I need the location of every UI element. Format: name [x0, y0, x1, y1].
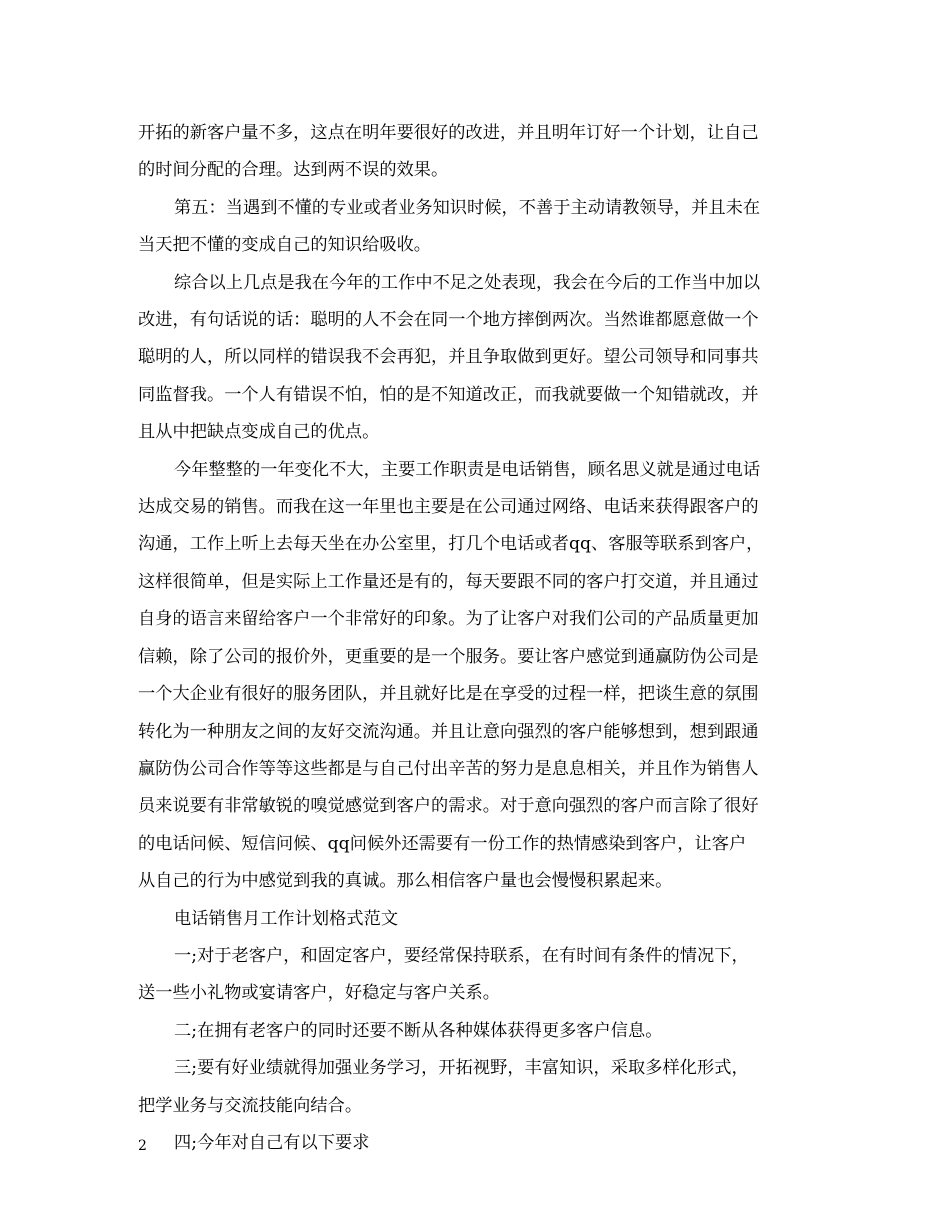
paragraph-year-review — [138, 452, 814, 901]
text-line: 转化为一种朋友之间的友好交流沟通。并且让意向强烈的客户能够想到，想到跟通 — [138, 721, 759, 742]
text-line: 开拓的新客户量不多，这点在明年要很好的改进，并且明年订好一个计划，让自己 — [138, 123, 759, 143]
text-line: 从自己的行为中感觉到我的真诚。那么相信客户量也会慢慢积累起来。 — [138, 871, 673, 892]
text-line: 这样很简单，但是实际上工作量还是有的，每天要跟不同的客户打交道，并且通过 — [138, 571, 759, 592]
text-line: 且从中把缺点变成自己的优点。 — [138, 422, 380, 443]
text-line: 把学业务与交流技能向结合。 — [138, 1095, 363, 1116]
text-line: 综合以上几点是我在今年的工作中不足之处表现，我会在今后的工作当中加以 — [174, 272, 761, 293]
section-heading — [138, 901, 814, 938]
text-line: 四;今年对自己有以下要求 — [174, 1132, 370, 1153]
text-line: 员来说要有非常敏锐的嗅觉感觉到客户的需求。对于意向强烈的客户而言除了很好 — [138, 796, 759, 817]
text-line: 同监督我。一个人有错误不怕，怕的是不知道改正，而我就要做一个知错就改，并 — [138, 384, 759, 405]
text-line: 电话销售月工作计划格式范文 — [174, 908, 399, 929]
paragraph-item-three — [138, 1050, 814, 1125]
text-line: 二;在拥有老客户的同时还要不断从各种媒体获得更多客户信息。 — [174, 1020, 663, 1041]
paragraph-item-four — [138, 1125, 814, 1162]
text-line: 信赖，除了公司的报价外，更重要的是一个服务。要让客户感觉到通赢防伪公司是 — [138, 646, 759, 667]
text-line: 当天把不懂的变成自己的知识给吸收。 — [138, 235, 432, 256]
paragraph-item-two — [138, 1013, 814, 1050]
text-line: 的电话问候、短信问候、qq问候外还需要有一份工作的热情感染到客户，让客户 — [138, 833, 747, 854]
text-line: 送一些小礼物或宴请客户，好稳定与客户关系。 — [138, 983, 500, 1004]
text-line: 改进，有句话说的话：聪明的人不会在同一个地方摔倒两次。当然谁都愿意做一个 — [138, 310, 759, 331]
paragraph-point-five — [138, 190, 814, 265]
text-line: 的时间分配的合理。达到两不误的效果。 — [138, 160, 449, 181]
text-line: 第五：当遇到不懂的专业或者业务知识时候，不善于主动请教领导，并且未在 — [174, 197, 761, 218]
paragraph-item-one — [138, 938, 814, 1013]
body-text — [138, 115, 814, 1162]
paragraph-summary — [138, 265, 814, 452]
text-line: 自身的语言来留给客户一个非常好的印象。为了让客户对我们公司的产品质量更加 — [138, 609, 759, 630]
text-line: 赢防伪公司合作等等这些都是与自己付出辛苦的努力是息息相关，并且作为销售人 — [138, 758, 759, 779]
text-line: 今年整整的一年变化不大，主要工作职责是电话销售，顾名思义就是通过电话 — [174, 459, 761, 480]
page-number: 2 — [138, 1138, 147, 1154]
text-line: 一;对于老客户，和固定客户，要经常保持联系，在有时间有条件的情况下， — [174, 945, 749, 966]
text-line: 达成交易的销售。而我在这一年里也主要是在公司通过网络、电话来获得跟客户的 — [138, 497, 759, 518]
text-line: 聪明的人，所以同样的错误我不会再犯，并且争取做到更好。望公司领导和同事共 — [138, 347, 759, 368]
text-line: 三;要有好业绩就得加强业务学习，开拓视野，丰富知识，采取多样化形式， — [174, 1058, 749, 1079]
paragraph-continued — [138, 115, 814, 190]
text-line: 沟通，工作上听上去每天坐在办公室里，打几个电话或者qq、客服等联系到客户， — [138, 534, 764, 555]
text-line: 一个大企业有很好的服务团队，并且就好比是在享受的过程一样，把谈生意的氛围 — [138, 684, 759, 705]
